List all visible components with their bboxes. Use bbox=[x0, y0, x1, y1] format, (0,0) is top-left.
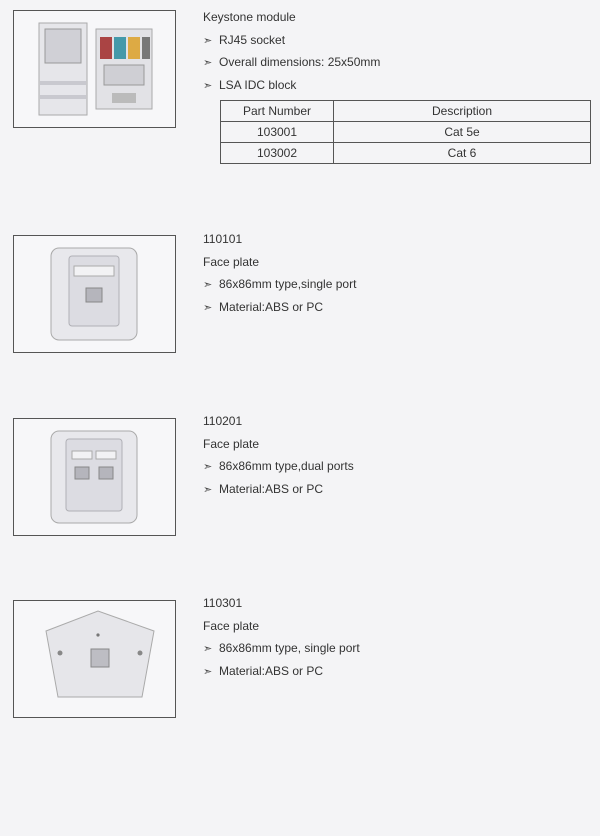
bullet-arrow-icon: ➣ bbox=[203, 643, 213, 655]
bullet-arrow-icon: ➣ bbox=[203, 34, 213, 47]
bullet-arrow-icon: ➣ bbox=[203, 79, 213, 92]
product-code: 110201 bbox=[203, 414, 243, 428]
product-image-box bbox=[13, 600, 176, 718]
spec-table bbox=[220, 100, 591, 164]
bullet-arrow-icon: ➣ bbox=[203, 279, 213, 291]
product-image-box bbox=[13, 418, 176, 536]
description-cell: Cat 6 bbox=[334, 143, 591, 164]
product-title: Face plate bbox=[203, 254, 260, 269]
bullet-arrow-icon: ➣ bbox=[203, 57, 213, 69]
keystone-module-icon bbox=[14, 11, 175, 127]
product-code: 110301 bbox=[203, 596, 243, 610]
table-header-row bbox=[221, 101, 591, 122]
feature-item: ➣ Material:ABS or PC bbox=[203, 478, 354, 501]
product-image-box bbox=[13, 10, 176, 128]
product-code: 110101 bbox=[203, 232, 243, 246]
table-row bbox=[221, 122, 591, 143]
description-cell: Cat 5e bbox=[334, 122, 591, 143]
part-number-cell: 103002 bbox=[221, 143, 334, 164]
dual-port-face-plate-icon bbox=[14, 419, 175, 535]
column-header-description: Description bbox=[334, 101, 591, 122]
product-title: Keystone module bbox=[203, 10, 296, 24]
feature-item: ➣ Material:ABS or PC bbox=[203, 660, 360, 683]
feature-item: ➣ 86x86mm type,dual ports bbox=[203, 455, 354, 478]
feature-item: ➣ Material:ABS or PC bbox=[203, 296, 356, 319]
bullet-arrow-icon: ➣ bbox=[203, 461, 213, 473]
feature-item: ➣ 86x86mm type,single port bbox=[203, 273, 356, 296]
product-title: Face plate bbox=[203, 618, 260, 633]
feature-item: ➣ LSA IDC block bbox=[203, 74, 380, 97]
product-title: Face plate bbox=[203, 436, 260, 451]
feature-item: ➣ RJ45 socket bbox=[203, 29, 380, 52]
table-row bbox=[221, 143, 591, 164]
feature-item: ➣ 86x86mm type, single port bbox=[203, 637, 360, 660]
bullet-arrow-icon: ➣ bbox=[203, 483, 213, 496]
column-header-part-number: Part Number bbox=[221, 101, 334, 122]
single-port-face-plate-icon bbox=[14, 236, 175, 352]
feature-item: ➣ Overall dimensions: 25x50mm bbox=[203, 51, 380, 74]
bullet-arrow-icon: ➣ bbox=[203, 301, 213, 314]
part-number-cell: 103001 bbox=[221, 122, 334, 143]
angled-face-plate-icon bbox=[14, 601, 175, 717]
product-image-box bbox=[13, 235, 176, 353]
bullet-arrow-icon: ➣ bbox=[203, 665, 213, 678]
